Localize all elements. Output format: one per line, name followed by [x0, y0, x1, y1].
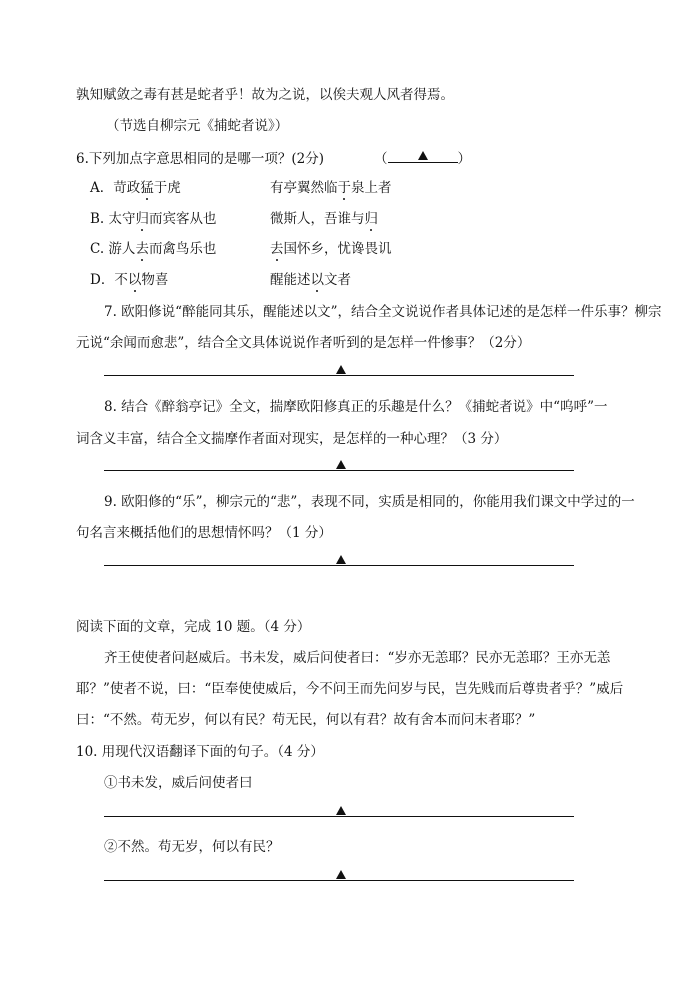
answer-line-10-2[interactable]: [104, 880, 574, 881]
question-7-line-2: 元说“余闻而愈悲”，结合全文具体说说作者听到的是怎样一件惨事？（2分）: [76, 335, 531, 351]
blank-marker-icon: [336, 555, 346, 564]
dotted-char: 归: [136, 207, 150, 227]
question-8-line-2: 词含义丰富，结合全文揣摩作者面对现实，是怎样的一种心理？（3 分）: [76, 431, 508, 447]
dotted-char: 猛: [140, 176, 154, 196]
option-a-right: 有亭翼然临于泉上者: [270, 176, 392, 196]
answer-blank-6[interactable]: [388, 148, 458, 163]
blank-marker-icon: [336, 806, 346, 815]
option-d-left: D．不以物喜: [90, 268, 168, 288]
question-9-line-2: 句名言来概括他们的思想情怀吗？（1 分）: [76, 525, 332, 541]
dotted-char: 归: [365, 207, 379, 227]
option-a-left: A．苛政猛于虎: [90, 176, 181, 196]
blank-marker-icon: [336, 870, 346, 879]
passage-line-1: 齐王使使者问赵威后。书未发，威后问使者曰：“岁亦无恙耶？民亦无恙耶？王亦无恙: [104, 650, 611, 666]
answer-line-10-1[interactable]: [104, 816, 574, 817]
question-8-line-1: 8. 结合《醉翁亭记》全文，揣摩欧阳修真正的乐趣是什么？《捕蛇者说》中“呜呼”一: [104, 399, 608, 415]
answer-line-8[interactable]: [104, 470, 574, 471]
reading-instruction: 阅读下面的文章，完成 10 题。（4 分）: [76, 619, 311, 635]
passage-line-2: 耶？”使者不说，曰：“臣奉使使威后，今不问王而先问岁与民，岂先贱而后尊贵者乎？”威后: [76, 681, 624, 697]
dotted-char: 去: [270, 237, 284, 257]
passage-source: （节选自柳宗元《捕蛇者说》）: [106, 118, 289, 134]
option-b-right: 微斯人，吾谁与归: [270, 207, 378, 227]
passage-line-3: 曰：“不然。苟无岁，何以有民？苟无民，何以有君？故有舍本而问末者耶？”: [76, 712, 536, 728]
option-d-right: 醒能述以文者: [270, 268, 351, 288]
passage-last-line: 孰知赋敛之毒有甚是蛇者乎！故为之说，以俟夫观人风者得焉。: [76, 87, 454, 103]
option-c-left: C. 游人去而禽鸟乐也: [90, 237, 216, 257]
dotted-char: 于: [338, 176, 352, 196]
paren-close: ）: [457, 151, 471, 167]
blank-marker-icon: [336, 460, 346, 469]
answer-paren-6: [374, 147, 471, 167]
dotted-char: 去: [135, 237, 149, 257]
answer-line-9[interactable]: [104, 565, 574, 566]
question-10-sentence-1: ①书未发，威后问使者曰: [104, 775, 253, 791]
question-10-sentence-2: ②不然。苟无岁，何以有民？: [104, 839, 280, 855]
option-c-right: 去国怀乡，忧谗畏讥: [270, 237, 392, 257]
question-10: 10. 用现代汉语翻译下面的句子。（4 分）: [76, 744, 324, 760]
answer-line-7[interactable]: [104, 375, 574, 376]
blank-marker-icon: [336, 365, 346, 374]
dotted-char: 以: [128, 268, 142, 288]
dotted-char: 以: [311, 268, 325, 288]
question-7-line-1: 7. 欧阳修说“醉能同其乐，醒能述以文”，结合全文说说作者具体记述的是怎样一件乐事？柳宗: [104, 304, 662, 320]
paren-open: （: [374, 151, 388, 167]
question-6: 6.下列加点字意思相同的是哪一项？(2分): [76, 151, 325, 167]
option-b-left: B. 太守归而宾客从也: [90, 207, 217, 227]
question-9-line-1: 9. 欧阳修的“乐”，柳宗元的“悲”，表现不同，实质是相同的，你能用我们课文中学过的一: [104, 494, 635, 510]
blank-marker-icon: [418, 151, 428, 160]
